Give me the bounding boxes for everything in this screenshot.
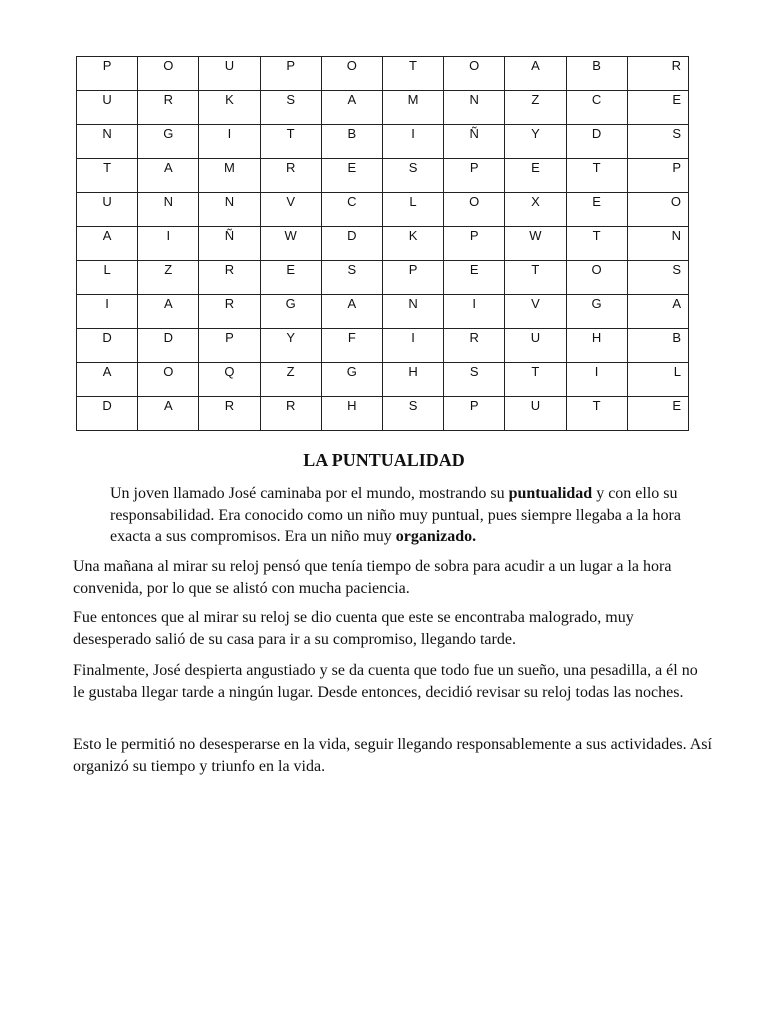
- grid-cell: E: [566, 193, 627, 227]
- grid-cell: R: [199, 397, 260, 431]
- grid-cell: P: [260, 57, 321, 91]
- grid-cell: O: [627, 193, 688, 227]
- grid-row: [77, 295, 689, 329]
- grid-cell: O: [444, 193, 505, 227]
- grid-cell: N: [627, 227, 688, 261]
- grid-cell: H: [566, 329, 627, 363]
- grid-cell: T: [566, 227, 627, 261]
- grid-cell: Ñ: [199, 227, 260, 261]
- grid-cell: I: [199, 125, 260, 159]
- grid-cell: A: [321, 91, 382, 125]
- grid-cell: A: [138, 295, 199, 329]
- story-paragraph-3: Fue entonces que al mirar su reloj se dio cuenta que este se encontraba malogrado, muy desesperado salió de su casa para ir a su compromiso, llegando tarde.: [73, 609, 634, 648]
- grid-row: [77, 329, 689, 363]
- grid-cell: P: [444, 397, 505, 431]
- grid-cell: Z: [505, 91, 566, 125]
- grid-cell: X: [505, 193, 566, 227]
- grid-cell: L: [627, 363, 688, 397]
- grid-cell: M: [199, 159, 260, 193]
- word-search-grid: [76, 56, 689, 431]
- grid-cell: B: [627, 329, 688, 363]
- grid-cell: T: [260, 125, 321, 159]
- grid-cell: Z: [138, 261, 199, 295]
- story-paragraph-1: [110, 483, 710, 548]
- grid-cell: C: [566, 91, 627, 125]
- grid-cell: U: [77, 193, 138, 227]
- grid-cell: W: [260, 227, 321, 261]
- grid-cell: E: [505, 159, 566, 193]
- grid-cell: S: [627, 261, 688, 295]
- grid-cell: D: [566, 125, 627, 159]
- grid-cell: D: [138, 329, 199, 363]
- grid-cell: D: [77, 397, 138, 431]
- grid-cell: F: [321, 329, 382, 363]
- grid-row: [77, 91, 689, 125]
- grid-cell: R: [260, 159, 321, 193]
- grid-cell: I: [382, 329, 443, 363]
- grid-cell: K: [382, 227, 443, 261]
- grid-cell: E: [321, 159, 382, 193]
- grid-cell: N: [199, 193, 260, 227]
- grid-cell: E: [627, 397, 688, 431]
- grid-cell: T: [382, 57, 443, 91]
- grid-cell: G: [321, 363, 382, 397]
- grid-cell: H: [382, 363, 443, 397]
- grid-cell: G: [138, 125, 199, 159]
- grid-row: [77, 125, 689, 159]
- grid-cell: U: [505, 397, 566, 431]
- grid-cell: G: [260, 295, 321, 329]
- grid-cell: V: [505, 295, 566, 329]
- grid-cell: S: [382, 159, 443, 193]
- grid-cell: O: [138, 57, 199, 91]
- grid-cell: T: [505, 261, 566, 295]
- grid-cell: P: [199, 329, 260, 363]
- grid-cell: V: [260, 193, 321, 227]
- grid-cell: R: [627, 57, 688, 91]
- grid-cell: U: [199, 57, 260, 91]
- grid-cell: I: [138, 227, 199, 261]
- grid-cell: N: [138, 193, 199, 227]
- grid-cell: H: [321, 397, 382, 431]
- grid-cell: T: [566, 159, 627, 193]
- grid-cell: A: [77, 227, 138, 261]
- story-paragraph-4: Finalmente, José despierta angustiado y se da cuenta que todo fue un sueño, una pesadilla, a él no le gustaba llegar tarde a ningún lugar. Desde entonces, decidió revisar su reloj todas las noches.: [73, 662, 698, 701]
- story-paragraph-2: Una mañana al mirar su reloj pensó que tenía tiempo de sobra para acudir a un lugar a la hora convenida, por lo que se alistó con mucha paciencia.: [73, 558, 672, 597]
- grid-cell: M: [382, 91, 443, 125]
- grid-cell: E: [260, 261, 321, 295]
- grid-cell: S: [444, 363, 505, 397]
- grid-cell: P: [627, 159, 688, 193]
- grid-cell: U: [77, 91, 138, 125]
- grid-cell: R: [138, 91, 199, 125]
- grid-cell: A: [627, 295, 688, 329]
- grid-cell: A: [505, 57, 566, 91]
- grid-cell: A: [138, 397, 199, 431]
- grid-cell: S: [382, 397, 443, 431]
- grid-cell: R: [260, 397, 321, 431]
- grid-cell: A: [321, 295, 382, 329]
- grid-cell: D: [77, 329, 138, 363]
- keyword-organizado: organizado.: [395, 528, 477, 545]
- grid-row: [77, 397, 689, 431]
- grid-cell: U: [505, 329, 566, 363]
- grid-row: [77, 261, 689, 295]
- grid-row: [77, 57, 689, 91]
- grid-cell: I: [77, 295, 138, 329]
- grid-row: [77, 193, 689, 227]
- grid-cell: E: [627, 91, 688, 125]
- grid-cell: P: [444, 159, 505, 193]
- grid-cell: R: [199, 295, 260, 329]
- grid-cell: T: [566, 397, 627, 431]
- grid-cell: K: [199, 91, 260, 125]
- grid-cell: I: [382, 125, 443, 159]
- grid-cell: T: [77, 159, 138, 193]
- grid-cell: O: [566, 261, 627, 295]
- grid-cell: Z: [260, 363, 321, 397]
- grid-cell: T: [505, 363, 566, 397]
- grid-cell: N: [444, 91, 505, 125]
- grid-cell: G: [566, 295, 627, 329]
- grid-cell: A: [138, 159, 199, 193]
- grid-cell: Ñ: [444, 125, 505, 159]
- grid-cell: L: [77, 261, 138, 295]
- grid-cell: D: [321, 227, 382, 261]
- grid-cell: I: [566, 363, 627, 397]
- grid-cell: R: [444, 329, 505, 363]
- grid-cell: R: [199, 261, 260, 295]
- grid-cell: N: [77, 125, 138, 159]
- grid-row: [77, 227, 689, 261]
- grid-cell: O: [321, 57, 382, 91]
- grid-cell: O: [444, 57, 505, 91]
- grid-cell: E: [444, 261, 505, 295]
- grid-cell: Y: [260, 329, 321, 363]
- grid-cell: B: [321, 125, 382, 159]
- p1-text-a: Un joven llamado José caminaba por el mundo, mostrando su: [110, 485, 509, 502]
- grid-row: [77, 159, 689, 193]
- word-search-body: [77, 57, 689, 431]
- grid-cell: A: [77, 363, 138, 397]
- story-title: LA PUNTUALIDAD: [303, 450, 465, 470]
- grid-cell: Y: [505, 125, 566, 159]
- grid-cell: O: [138, 363, 199, 397]
- p1-text-c: y con ello su responsabilidad. Era conocido como un niño muy puntual, pues siempre llegaba a la hora exacta a sus compromisos. Era un niño muy: [110, 485, 681, 545]
- grid-cell: P: [444, 227, 505, 261]
- grid-cell: B: [566, 57, 627, 91]
- grid-cell: W: [505, 227, 566, 261]
- story-paragraph-5: Esto le permitió no desesperarse en la vida, seguir llegando responsablemente a sus actividades. Así organizó su tiempo y triunfo en la vida.: [73, 736, 712, 775]
- grid-cell: I: [444, 295, 505, 329]
- grid-cell: C: [321, 193, 382, 227]
- grid-cell: S: [260, 91, 321, 125]
- grid-cell: Q: [199, 363, 260, 397]
- grid-cell: S: [321, 261, 382, 295]
- grid-row: [77, 363, 689, 397]
- grid-cell: S: [627, 125, 688, 159]
- grid-cell: N: [382, 295, 443, 329]
- keyword-puntualidad: puntualidad: [508, 485, 593, 502]
- grid-cell: P: [382, 261, 443, 295]
- grid-cell: P: [77, 57, 138, 91]
- grid-cell: L: [382, 193, 443, 227]
